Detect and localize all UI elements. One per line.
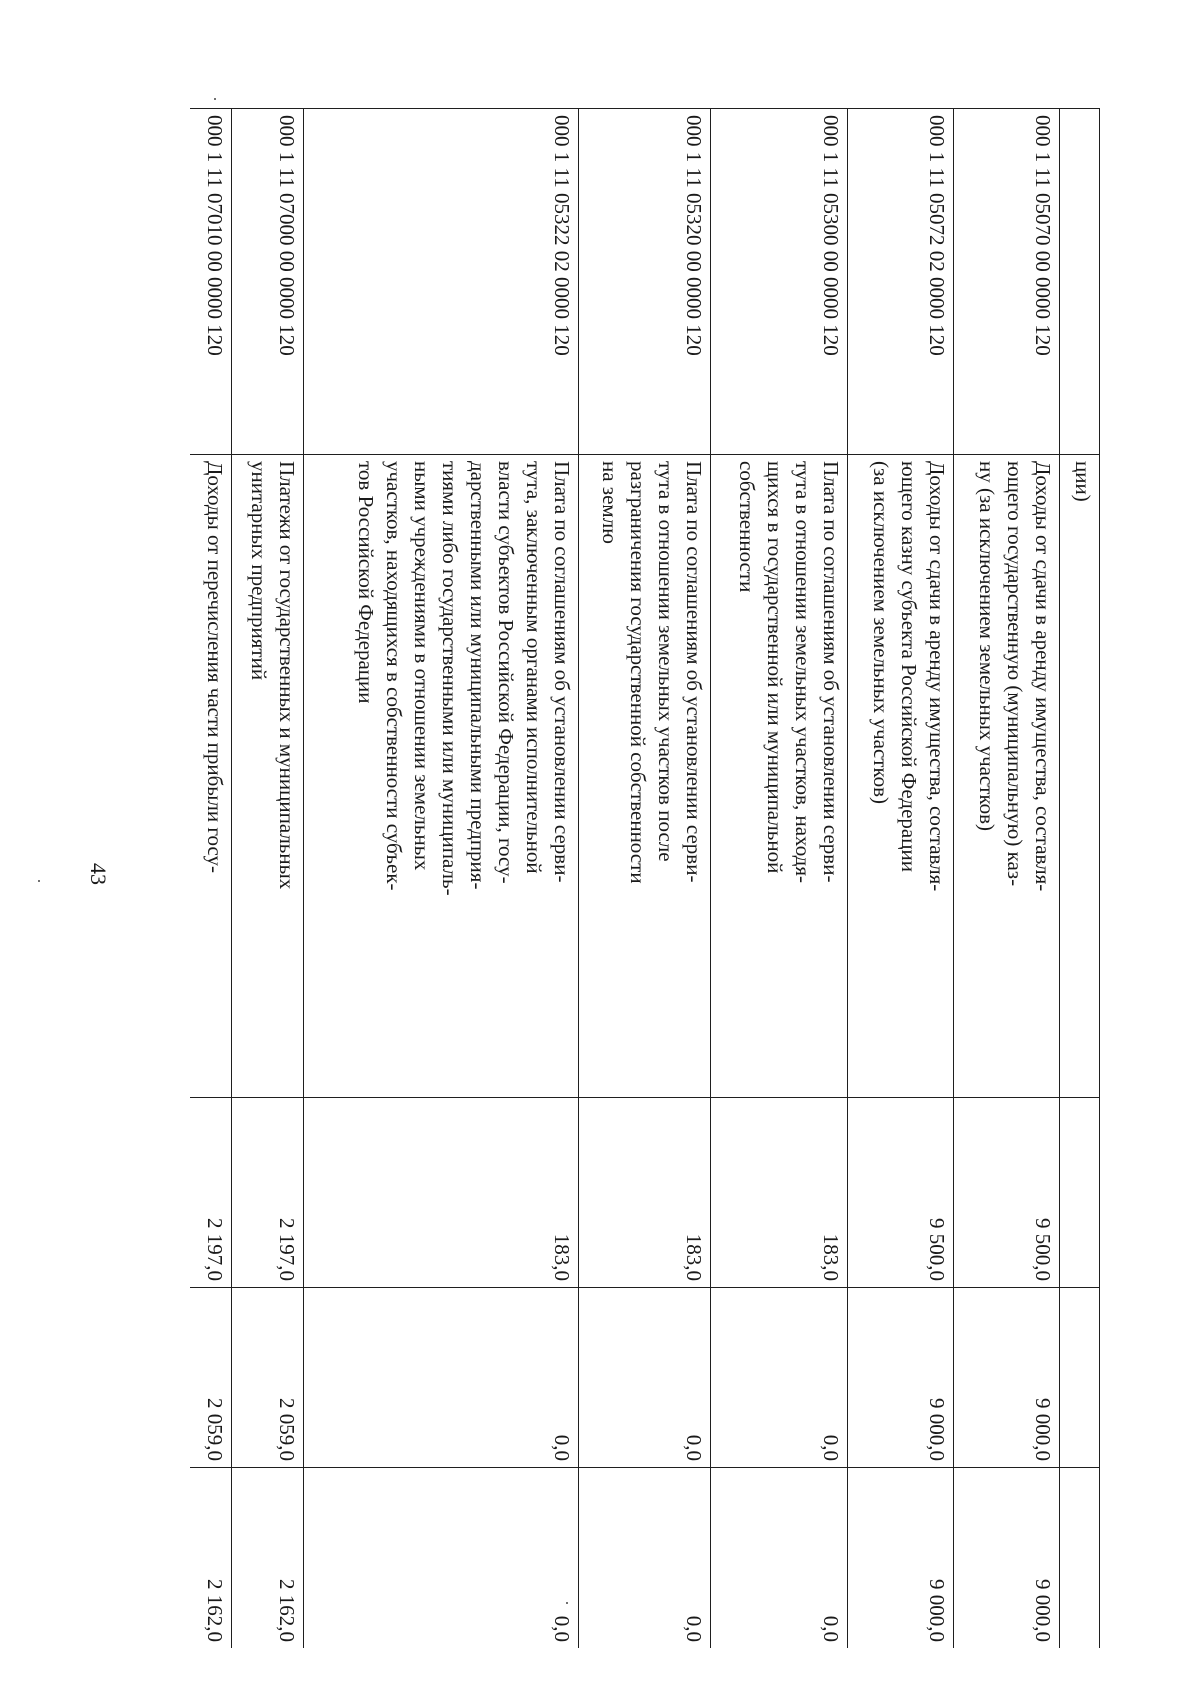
amount-cell-3: 9 000,0 bbox=[848, 1468, 954, 1649]
amount-cell-2 bbox=[1059, 1288, 1099, 1468]
amount-cell-1: 183,0 bbox=[710, 1098, 847, 1288]
amount-cell-3: 0,0 bbox=[710, 1468, 847, 1649]
revenue-name-cell: Доходы от сдачи в аренду имущества, составля- ющего государственную (муниципальную) каз- ну (за исключением земельных участков) bbox=[954, 455, 1060, 1098]
budget-code-cell: 000 1 11 05070 00 0000 120 bbox=[954, 109, 1060, 455]
revenue-name-cell: Плата по соглашениям об установлении серви- тута в отношении земельных участков после разграничения государственной собственности на землю bbox=[578, 455, 710, 1098]
table-row bbox=[231, 109, 303, 1649]
page-number: 43 bbox=[86, 863, 111, 885]
amount-cell-1: 2 197,0 bbox=[231, 1098, 303, 1288]
revenue-name-cell: ции) bbox=[1059, 455, 1099, 1098]
revenue-name-cell: Плата по соглашениям об установлении серви- тута, заключенным органами исполнительной власти субъектов Российской Федерации, госу- дарственными или муниципальными предприя- тиями либо государственными или муниципаль- ными учреждениями в отношении земельных участков, находящихся в собственности субъек- тов Российской Федерации bbox=[303, 455, 578, 1098]
budget-code-cell: 000 1 11 05300 00 0000 120 bbox=[710, 109, 847, 455]
revenue-name-cell: Доходы от перечисления части прибыли госу- bbox=[190, 455, 231, 1098]
revenue-name-cell: Доходы от сдачи в аренду имущества, составля- ющего казну субъекта Российской Федерации (за исключением земельных участков) bbox=[848, 455, 954, 1098]
revenue-name-cell: Платежи от государственных и муниципальных унитарных предприятий bbox=[231, 455, 303, 1098]
table-row bbox=[1059, 109, 1099, 1649]
amount-cell-3: 9 000,0 bbox=[954, 1468, 1060, 1649]
rotated-table-frame bbox=[190, 108, 1100, 1648]
amount-cell-2: 0,0 bbox=[303, 1288, 578, 1468]
budget-code-cell bbox=[1059, 109, 1099, 455]
amount-cell-1 bbox=[1059, 1098, 1099, 1288]
amount-cell-3: 2 162,0 bbox=[231, 1468, 303, 1649]
amount-cell-3 bbox=[1059, 1468, 1099, 1649]
budget-revenue-table bbox=[190, 108, 1100, 1648]
budget-code-cell: 000 1 11 05322 02 0000 120 bbox=[303, 109, 578, 455]
scan-speck bbox=[214, 98, 216, 100]
budget-code-cell: 000 1 11 07010 00 0000 120 bbox=[190, 109, 231, 455]
amount-cell-2: 9 000,0 bbox=[848, 1288, 954, 1468]
table-row bbox=[848, 109, 954, 1649]
table-row bbox=[954, 109, 1060, 1649]
table-row bbox=[190, 109, 231, 1649]
amount-cell-2: 0,0 bbox=[578, 1288, 710, 1468]
amount-cell-3: 0,0 bbox=[303, 1468, 578, 1649]
amount-cell-1: 9 500,0 bbox=[848, 1098, 954, 1288]
budget-code-cell: 000 1 11 07000 00 0000 120 bbox=[231, 109, 303, 455]
budget-code-cell: 000 1 11 05072 02 0000 120 bbox=[848, 109, 954, 455]
amount-cell-3: 2 162,0 bbox=[190, 1468, 231, 1649]
amount-cell-2: 2 059,0 bbox=[231, 1288, 303, 1468]
table-row bbox=[303, 109, 578, 1649]
rotated-table-sheet bbox=[190, 108, 1100, 1648]
amount-cell-1: 9 500,0 bbox=[954, 1098, 1060, 1288]
revenue-name-cell: Плата по соглашениям об установлении серви- тута в отношении земельных участков, находя- щихся в государственной или муниципальной собственности bbox=[710, 455, 847, 1098]
amount-cell-2: 2 059,0 bbox=[190, 1288, 231, 1468]
amount-cell-1: 183,0 bbox=[578, 1098, 710, 1288]
budget-code-cell: 000 1 11 05320 00 0000 120 bbox=[578, 109, 710, 455]
amount-cell-3: 0,0 bbox=[578, 1468, 710, 1649]
amount-cell-2: 0,0 bbox=[710, 1288, 847, 1468]
amount-cell-1: 2 197,0 bbox=[190, 1098, 231, 1288]
scan-speck bbox=[38, 880, 40, 882]
amount-cell-1: 183,0 bbox=[303, 1098, 578, 1288]
amount-cell-2: 9 000,0 bbox=[954, 1288, 1060, 1468]
table-row bbox=[578, 109, 710, 1649]
table-row bbox=[710, 109, 847, 1649]
